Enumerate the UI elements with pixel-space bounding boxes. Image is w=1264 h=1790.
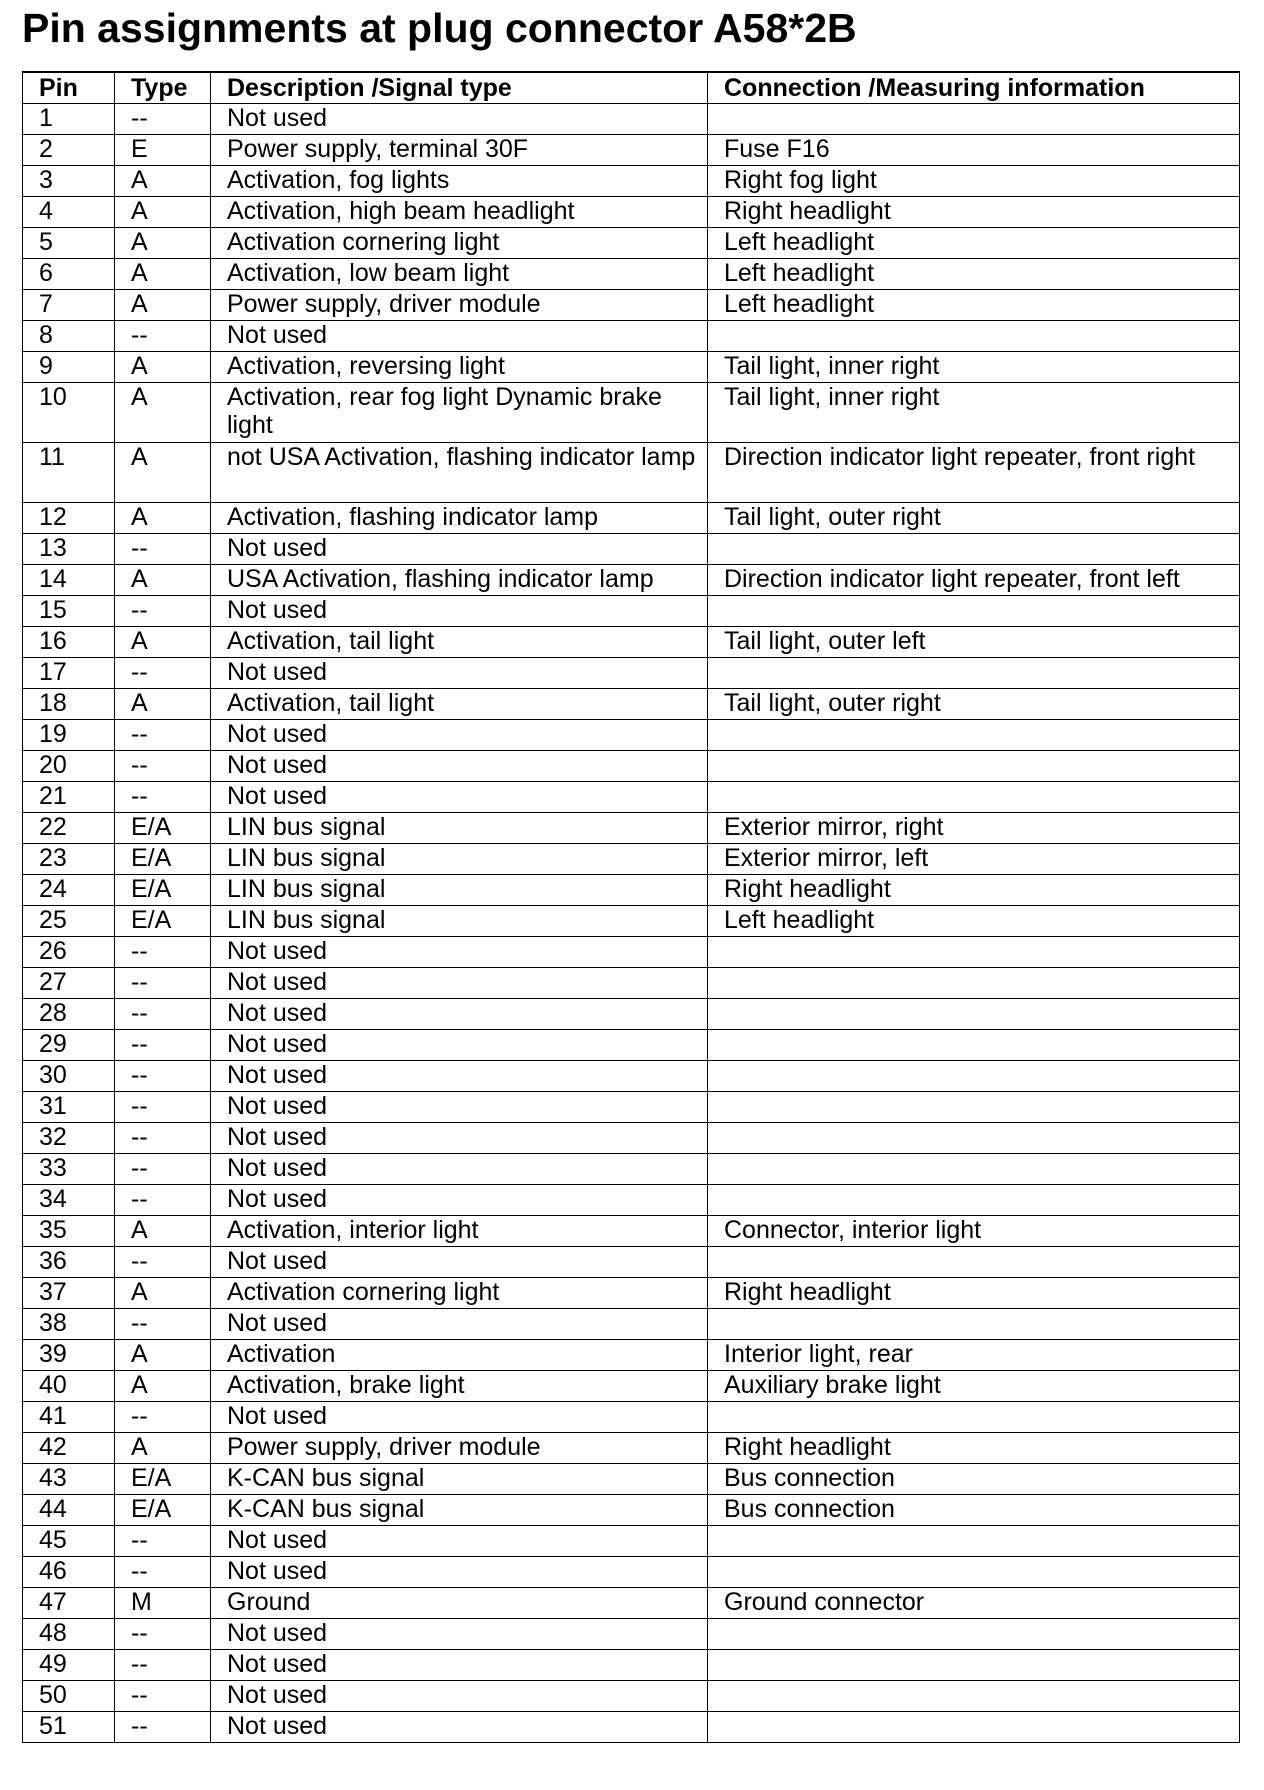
pin-connection: Exterior mirror, right [708,813,1240,844]
pin-connection [708,1526,1240,1557]
table-row [23,1557,1240,1588]
page-title: Pin assignments at plug connector A58*2B [22,5,857,51]
pin-type: -- [115,1526,211,1557]
table-row [23,1247,1240,1278]
pin-number: 48 [23,1619,115,1650]
pin-description: Not used [211,751,708,782]
pin-description: Not used [211,1619,708,1650]
pin-description: Not used [211,1247,708,1278]
pin-type: -- [115,1650,211,1681]
pin-type: A [115,290,211,321]
table-row [23,1216,1240,1247]
pin-description: K-CAN bus signal [211,1464,708,1495]
pin-description: Not used [211,782,708,813]
pin-description: Power supply, terminal 30F [211,135,708,166]
table-row [23,135,1240,166]
pin-connection [708,1030,1240,1061]
pin-connection: Tail light, outer right [708,503,1240,534]
pin-description: Activation, reversing light [211,352,708,383]
pin-connection [708,1557,1240,1588]
pin-number: 10 [23,383,115,443]
pin-number: 20 [23,751,115,782]
pin-type: A [115,443,211,503]
header-connection: Connection /Measuring information [708,72,1240,104]
table-row [23,1433,1240,1464]
pin-type: -- [115,1557,211,1588]
pin-description: Not used [211,1402,708,1433]
pin-number: 25 [23,906,115,937]
pin-connection [708,534,1240,565]
table-row [23,197,1240,228]
pin-description: Activation, fog lights [211,166,708,197]
pin-connection: Right headlight [708,1433,1240,1464]
pin-connection [708,1402,1240,1433]
table-row [23,813,1240,844]
table-row [23,565,1240,596]
pin-connection: Direction indicator light repeater, front right [708,443,1240,503]
pin-type: A [115,1216,211,1247]
pin-number: 14 [23,565,115,596]
pin-connection [708,596,1240,627]
pin-description: Not used [211,1061,708,1092]
pin-connection: Right headlight [708,197,1240,228]
pin-connection [708,751,1240,782]
pin-type: -- [115,1247,211,1278]
pin-type: -- [115,1309,211,1340]
table-row [23,259,1240,290]
pin-type: -- [115,720,211,751]
table-row [23,1464,1240,1495]
pin-number: 1 [23,104,115,135]
pin-description: Ground [211,1588,708,1619]
pin-connection: Auxiliary brake light [708,1371,1240,1402]
pin-type: -- [115,596,211,627]
pin-number: 3 [23,166,115,197]
pin-type: E [115,135,211,166]
pin-number: 18 [23,689,115,720]
pin-type: -- [115,1092,211,1123]
pin-type: A [115,1340,211,1371]
pin-description: LIN bus signal [211,875,708,906]
table-row [23,658,1240,689]
pin-connection [708,104,1240,135]
pin-type: E/A [115,1495,211,1526]
pin-number: 15 [23,596,115,627]
pin-assignment-table [22,71,1240,1743]
pin-connection [708,321,1240,352]
pin-number: 22 [23,813,115,844]
pin-connection [708,968,1240,999]
table-row [23,999,1240,1030]
pin-type: -- [115,968,211,999]
pin-description: Activation, tail light [211,627,708,658]
pin-connection: Left headlight [708,290,1240,321]
pin-number: 8 [23,321,115,352]
pin-type: -- [115,658,211,689]
pin-description: Activation, tail light [211,689,708,720]
pin-type: A [115,689,211,720]
pin-description: Activation cornering light [211,228,708,259]
pin-type: -- [115,1185,211,1216]
table-row [23,1123,1240,1154]
table-row [23,321,1240,352]
pin-connection: Tail light, outer left [708,627,1240,658]
pin-connection: Interior light, rear [708,1340,1240,1371]
pin-type: A [115,1278,211,1309]
pin-description: Not used [211,104,708,135]
pin-number: 11 [23,443,115,503]
table-row [23,1588,1240,1619]
pin-type: -- [115,104,211,135]
pin-type: E/A [115,1464,211,1495]
pin-description: Not used [211,1681,708,1712]
pin-connection [708,1309,1240,1340]
pin-type: -- [115,782,211,813]
pin-type: E/A [115,813,211,844]
pin-number: 16 [23,627,115,658]
pin-type: -- [115,751,211,782]
pin-number: 27 [23,968,115,999]
pin-connection [708,999,1240,1030]
pin-description: not USA Activation, flashing indicator lamp [211,443,708,503]
table-row [23,1278,1240,1309]
pin-description: Not used [211,1712,708,1743]
pin-connection [708,1185,1240,1216]
pin-connection [708,1123,1240,1154]
pin-number: 6 [23,259,115,290]
pin-connection: Bus connection [708,1464,1240,1495]
pin-connection: Ground connector [708,1588,1240,1619]
table-row [23,1371,1240,1402]
pin-description: Activation [211,1340,708,1371]
pin-type: E/A [115,906,211,937]
pin-description: Not used [211,1557,708,1588]
pin-description: Not used [211,937,708,968]
table-row [23,596,1240,627]
pin-number: 45 [23,1526,115,1557]
table-row [23,290,1240,321]
pin-type: A [115,627,211,658]
table-row [23,503,1240,534]
pin-connection: Direction indicator light repeater, front left [708,565,1240,596]
pin-type: A [115,1433,211,1464]
pin-number: 23 [23,844,115,875]
table-row [23,352,1240,383]
pin-type: M [115,1588,211,1619]
pin-description: Not used [211,1526,708,1557]
pin-connection: Exterior mirror, left [708,844,1240,875]
pin-number: 50 [23,1681,115,1712]
pin-description: K-CAN bus signal [211,1495,708,1526]
pin-type: -- [115,1681,211,1712]
pin-number: 49 [23,1650,115,1681]
pin-connection [708,1154,1240,1185]
pin-connection [708,1712,1240,1743]
table-row [23,937,1240,968]
table-row [23,968,1240,999]
pin-type: E/A [115,844,211,875]
pin-type: A [115,565,211,596]
table-row [23,1495,1240,1526]
pin-number: 33 [23,1154,115,1185]
pin-type: E/A [115,875,211,906]
table-row [23,689,1240,720]
pin-connection: Tail light, inner right [708,383,1240,443]
pin-description: LIN bus signal [211,844,708,875]
pin-connection [708,1650,1240,1681]
pin-description: Not used [211,1030,708,1061]
pin-type: A [115,503,211,534]
header-type: Type [115,72,211,104]
pin-number: 38 [23,1309,115,1340]
pin-type: A [115,228,211,259]
pin-connection [708,782,1240,813]
header-row [23,72,1240,104]
pin-description: Not used [211,720,708,751]
table-header [23,72,1240,104]
pin-description: LIN bus signal [211,906,708,937]
pin-number: 19 [23,720,115,751]
pin-connection: Tail light, inner right [708,352,1240,383]
table-row [23,875,1240,906]
table-row [23,1619,1240,1650]
header-pin: Pin [23,72,115,104]
pin-number: 7 [23,290,115,321]
pin-description: Activation, low beam light [211,259,708,290]
pin-connection: Bus connection [708,1495,1240,1526]
pin-connection: Tail light, outer right [708,689,1240,720]
pin-number: 21 [23,782,115,813]
pin-description: Activation, flashing indicator lamp [211,503,708,534]
pin-number: 36 [23,1247,115,1278]
pin-number: 5 [23,228,115,259]
pin-type: -- [115,1619,211,1650]
table-row [23,720,1240,751]
pin-number: 51 [23,1712,115,1743]
table-row [23,844,1240,875]
pin-description: Not used [211,1123,708,1154]
pin-number: 41 [23,1402,115,1433]
pin-type: A [115,166,211,197]
pin-number: 28 [23,999,115,1030]
pin-number: 32 [23,1123,115,1154]
pin-number: 31 [23,1092,115,1123]
pin-type: -- [115,1123,211,1154]
pin-type: -- [115,1402,211,1433]
pin-number: 12 [23,503,115,534]
pin-number: 47 [23,1588,115,1619]
pin-number: 9 [23,352,115,383]
pin-number: 37 [23,1278,115,1309]
pin-description: Not used [211,1185,708,1216]
pin-connection [708,658,1240,689]
pin-description: Not used [211,1650,708,1681]
pin-description: Not used [211,321,708,352]
pin-number: 44 [23,1495,115,1526]
pin-connection [708,1619,1240,1650]
table-row [23,1712,1240,1743]
pin-number: 43 [23,1464,115,1495]
table-row [23,1681,1240,1712]
table-row [23,383,1240,443]
pin-description: Activation, rear fog light Dynamic brake light [211,383,708,443]
table-row [23,1092,1240,1123]
pin-type: A [115,1371,211,1402]
pin-connection: Right headlight [708,1278,1240,1309]
pin-description: Activation cornering light [211,1278,708,1309]
pin-connection [708,1061,1240,1092]
table-row [23,1030,1240,1061]
pin-number: 39 [23,1340,115,1371]
pin-type: -- [115,534,211,565]
pin-type: -- [115,1154,211,1185]
table-row [23,228,1240,259]
pin-connection: Left headlight [708,228,1240,259]
table-row [23,104,1240,135]
pin-connection: Left headlight [708,906,1240,937]
table-row [23,1526,1240,1557]
table-row [23,1309,1240,1340]
pin-number: 4 [23,197,115,228]
table-row [23,1154,1240,1185]
pin-number: 34 [23,1185,115,1216]
pin-number: 26 [23,937,115,968]
table-row [23,1061,1240,1092]
pin-connection [708,937,1240,968]
pin-number: 42 [23,1433,115,1464]
pin-number: 40 [23,1371,115,1402]
pin-description: Not used [211,968,708,999]
table-row [23,1185,1240,1216]
pin-connection [708,1092,1240,1123]
pin-number: 13 [23,534,115,565]
pin-description: Not used [211,596,708,627]
pin-type: -- [115,999,211,1030]
pin-description: Activation, high beam headlight [211,197,708,228]
pin-connection [708,1681,1240,1712]
table-row [23,906,1240,937]
pin-type: -- [115,1061,211,1092]
table-row [23,782,1240,813]
table-row [23,1402,1240,1433]
pin-number: 35 [23,1216,115,1247]
table-row [23,443,1240,503]
pin-description: Activation, interior light [211,1216,708,1247]
pin-type: A [115,197,211,228]
table-row [23,751,1240,782]
table-row [23,1340,1240,1371]
pin-number: 30 [23,1061,115,1092]
pin-connection: Left headlight [708,259,1240,290]
table-row [23,627,1240,658]
pin-connection: Right headlight [708,875,1240,906]
pin-type: -- [115,937,211,968]
pin-description: Not used [211,534,708,565]
pin-description: Not used [211,1309,708,1340]
table-row [23,166,1240,197]
pin-number: 24 [23,875,115,906]
pin-description: Power supply, driver module [211,1433,708,1464]
pin-connection: Fuse F16 [708,135,1240,166]
pin-description: Not used [211,999,708,1030]
pin-description: Not used [211,658,708,689]
header-description: Description /Signal type [211,72,708,104]
pin-type: A [115,383,211,443]
pin-number: 17 [23,658,115,689]
pin-connection [708,720,1240,751]
pin-type: -- [115,321,211,352]
table-row [23,534,1240,565]
pin-description: Activation, brake light [211,1371,708,1402]
pin-number: 29 [23,1030,115,1061]
pin-type: A [115,352,211,383]
pin-number: 46 [23,1557,115,1588]
table-body [23,104,1240,1743]
pin-description: USA Activation, flashing indicator lamp [211,565,708,596]
pin-connection [708,1247,1240,1278]
pin-type: -- [115,1712,211,1743]
pin-description: LIN bus signal [211,813,708,844]
pin-connection: Right fog light [708,166,1240,197]
pin-connection: Connector, interior light [708,1216,1240,1247]
table-row [23,1650,1240,1681]
pin-type: -- [115,1030,211,1061]
pin-description: Not used [211,1154,708,1185]
pin-description: Not used [211,1092,708,1123]
pin-description: Power supply, driver module [211,290,708,321]
pin-number: 2 [23,135,115,166]
pin-type: A [115,259,211,290]
